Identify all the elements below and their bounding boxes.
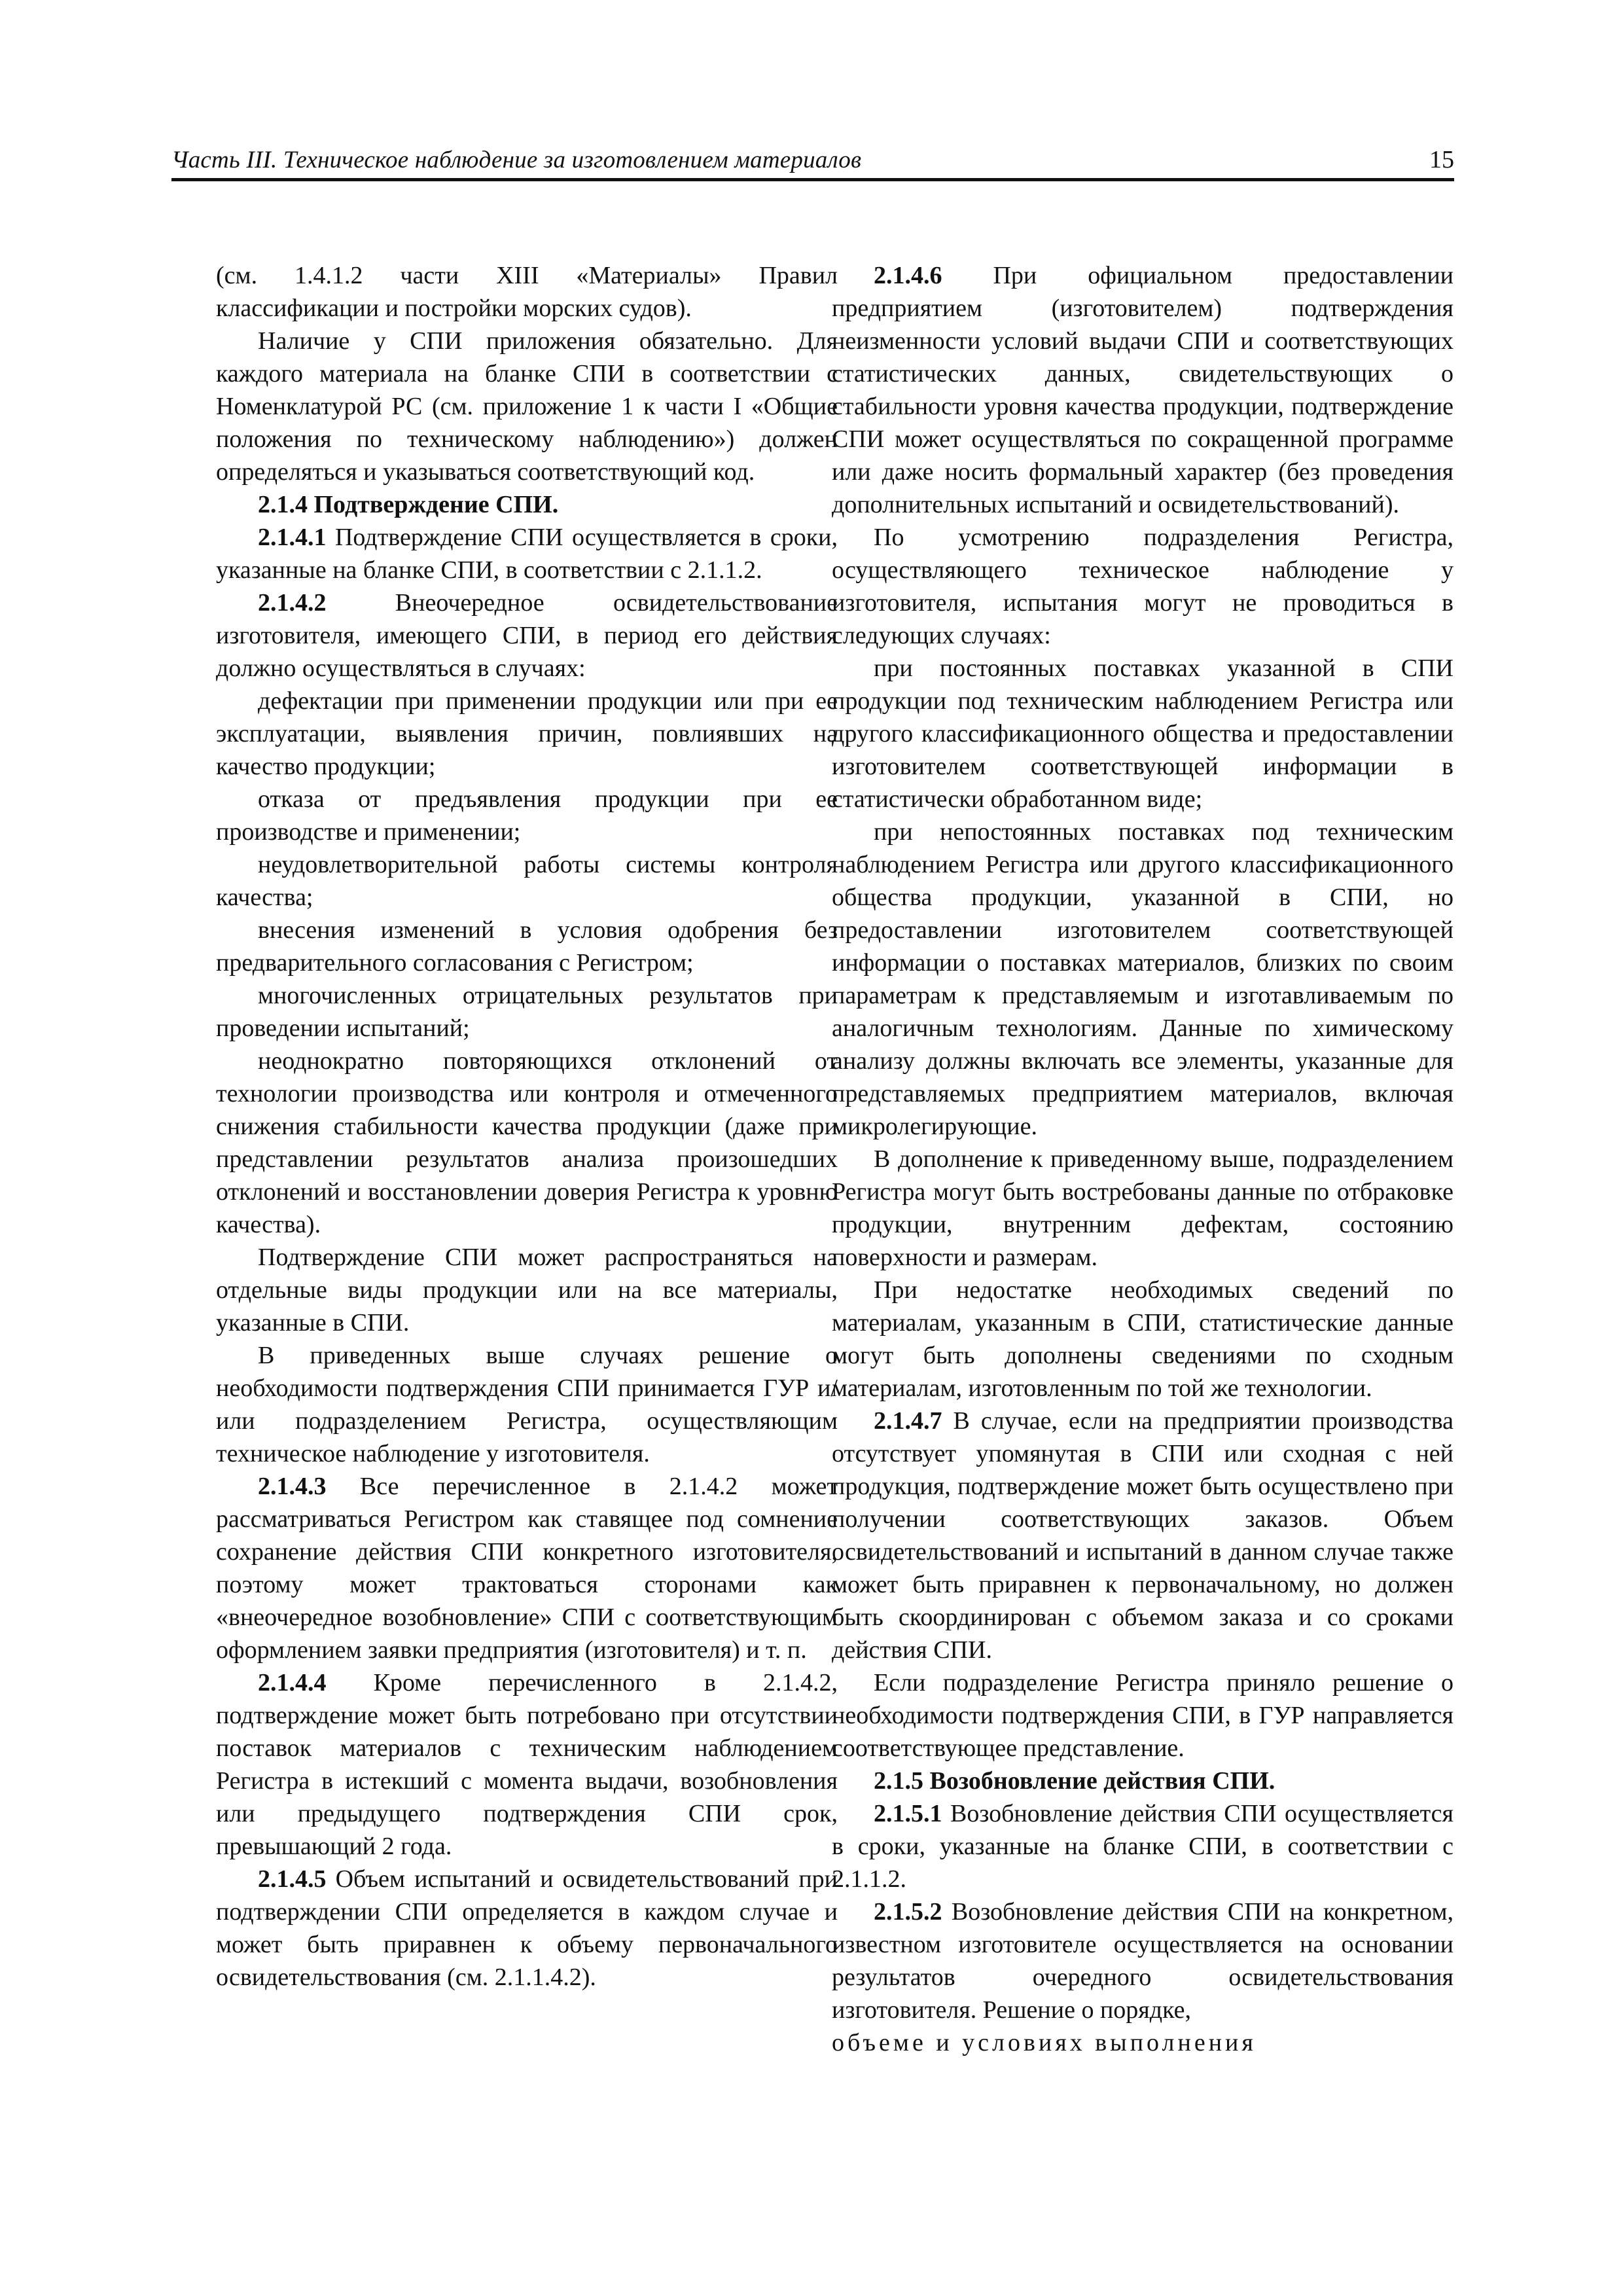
paragraph: Если подразделение Регистра приняло решение о необходимости подтверждения СПИ, в ГУР направляется соответствующее представление. bbox=[832, 1669, 1454, 1762]
page-number: 15 bbox=[1429, 146, 1454, 173]
paragraph: По усмотрению подразделения Регистра, осуществляющего техническое наблюдение у изготовителя, испытания могут не проводиться в следующих случаях: bbox=[832, 524, 1454, 649]
clause-2-1-4-2: 2.1.4.2 Внеочередное освидетельствование изготовителя, имеющего СПИ, в период его действия должно осуществляться в случаях: bbox=[216, 589, 838, 682]
clause-2-1-4-1: 2.1.4.1 Подтверждение СПИ осуществляется в сроки, указанные на бланке СПИ, в соответствии с 2.1.1.2. bbox=[216, 524, 838, 584]
paragraph: В приведенных выше случаях решение о необходимости подтверждения СПИ принимается ГУР и/или подразделением Регистра, осуществляющим техническое наблюдение у изготовителя. bbox=[216, 1342, 838, 1467]
paragraph: При недостатке необходимых сведений по материалам, указанным в СПИ, статистические данные могут быть дополнены сведениями по сходным материалам, изготовленным по той же технологии. bbox=[832, 1276, 1454, 1402]
clause-2-1-5-2: 2.1.5.2 Возобновление действия СПИ на конкретном, известном изготовителе осуществляется на основании результатов очередного освидетельствования изготовителя. Решение о порядке, bbox=[832, 1898, 1454, 2024]
paragraph: при постоянных поставках указанной в СПИ продукции под техническим наблюдением Регистра или другого классификационного общества и предоставлении изготовителем соответствующей информации в статистически обработанном виде; bbox=[832, 655, 1454, 813]
page-header bbox=[171, 144, 1454, 181]
section-heading-2-1-4: 2.1.4 Подтверждение СПИ. bbox=[258, 491, 559, 518]
running-title: Часть III. Техническое наблюдение за изготовлением материалов bbox=[171, 147, 862, 173]
paragraph-continuation: объеме и условиях выполнения bbox=[832, 2029, 1257, 2056]
paragraph: Наличие у СПИ приложения обязательно. Для каждого материала на бланке СПИ в соответствии с Номенклатурой РС (см. приложение 1 к части I «Общие положения по техническому наблюдению») должен определяться и указываться соответствующий код. bbox=[216, 327, 838, 486]
clause-2-1-5-1: 2.1.5.1 Возобновление действия СПИ осуществляется в сроки, указанные на бланке СПИ, в соответствии с 2.1.1.2. bbox=[832, 1800, 1454, 1893]
clause-2-1-4-7: 2.1.4.7 В случае, если на предприятии производства отсутствует упомянутая в СПИ или сходная с ней продукция, подтверждение может быть осуществлено при получении соответствующих заказов. Объем освидетельствований и испытаний в данном случае также может быть приравнен к первоначальному, но должен быть скоординирован с объемом заказа и со сроками действия СПИ. bbox=[832, 1407, 1454, 1664]
paragraph: (см. 1.4.1.2 части XIII «Материалы» Правил классификации и постройки морских судов). bbox=[216, 262, 838, 322]
section-heading-2-1-5: 2.1.5 Возобновление действия СПИ. bbox=[874, 1767, 1275, 1795]
list-item: дефектации при применении продукции или при ее эксплуатации, выявления причин, повлиявших на качество продукции; bbox=[216, 687, 838, 780]
clause-2-1-4-5: 2.1.4.5 Объем испытаний и освидетельствований при подтверждении СПИ определяется в каждом случае и может быть приравнен к объему первоначального освидетельствования (см. 2.1.1.4.2). bbox=[216, 1865, 838, 1991]
clause-2-1-4-4: 2.1.4.4 Кроме перечисленного в 2.1.4.2, подтверждение может быть потребовано при отсутствии поставок материалов с техническим наблюдением Регистра в истекший с момента выдачи, возобновления или предыдущего подтверждения СПИ срок, превышающий 2 года. bbox=[216, 1669, 838, 1860]
list-item: неудовлетворительной работы системы контроля качества; bbox=[216, 851, 838, 911]
list-item: неоднократно повторяющихся отклонений от технологии производства или контроля и отмеченного снижения стабильности качества продукции (даже при представлении результатов анализа произошедших отклонений и восстановлении доверия Регистра к уровню качества). bbox=[216, 1047, 838, 1238]
clause-2-1-4-3: 2.1.4.3 Все перечисленное в 2.1.4.2 может рассматриваться Регистром как ставящее под сомнение сохранение действия СПИ конкретного изготовителя, поэтому может трактоваться сторонами как «внеочередное возобновление» СПИ с соответствующим оформлением заявки предприятия (изготовителя) и т. п. bbox=[216, 1473, 838, 1664]
right-column bbox=[832, 259, 1454, 2059]
clause-2-1-4-6: 2.1.4.6 При официальном предоставлении предприятием (изготовителем) подтверждения неизменности условий выдачи СПИ и соответствующих статистических данных, свидетельствующих о стабильности уровня качества продукции, подтверждение СПИ может осуществляться по сокращенной программе или даже носить формальный характер (без проведения дополнительных испытаний и освидетельствований). bbox=[832, 262, 1454, 518]
paragraph: при непостоянных поставках под техническим наблюдением Регистра или другого классификационного общества продукции, указанной в СПИ, но предоставлении изготовителем соответствующей информации о поставках материалов, близких по своим параметрам к представляемым и изготавливаемым по аналогичным технологиям. Данные по химическому анализу должны включать все элементы, указанные для представляемых предприятием материалов, включая микролегирующие. bbox=[832, 818, 1454, 1140]
list-item: внесения изменений в условия одобрения без предварительного согласования с Регистром; bbox=[216, 916, 838, 977]
paragraph: Подтверждение СПИ может распространяться на отдельные виды продукции или на все материалы, указанные в СПИ. bbox=[216, 1244, 838, 1336]
left-column bbox=[216, 259, 838, 1994]
paragraph: В дополнение к приведенному выше, подразделением Регистра могут быть востребованы данные по отбраковке продукции, внутренним дефектам, состоянию поверхности и размерам. bbox=[832, 1145, 1454, 1271]
list-item: отказа от предъявления продукции при ее производстве и применении; bbox=[216, 785, 838, 846]
list-item: многочисленных отрицательных результатов при проведении испытаний; bbox=[216, 982, 838, 1042]
